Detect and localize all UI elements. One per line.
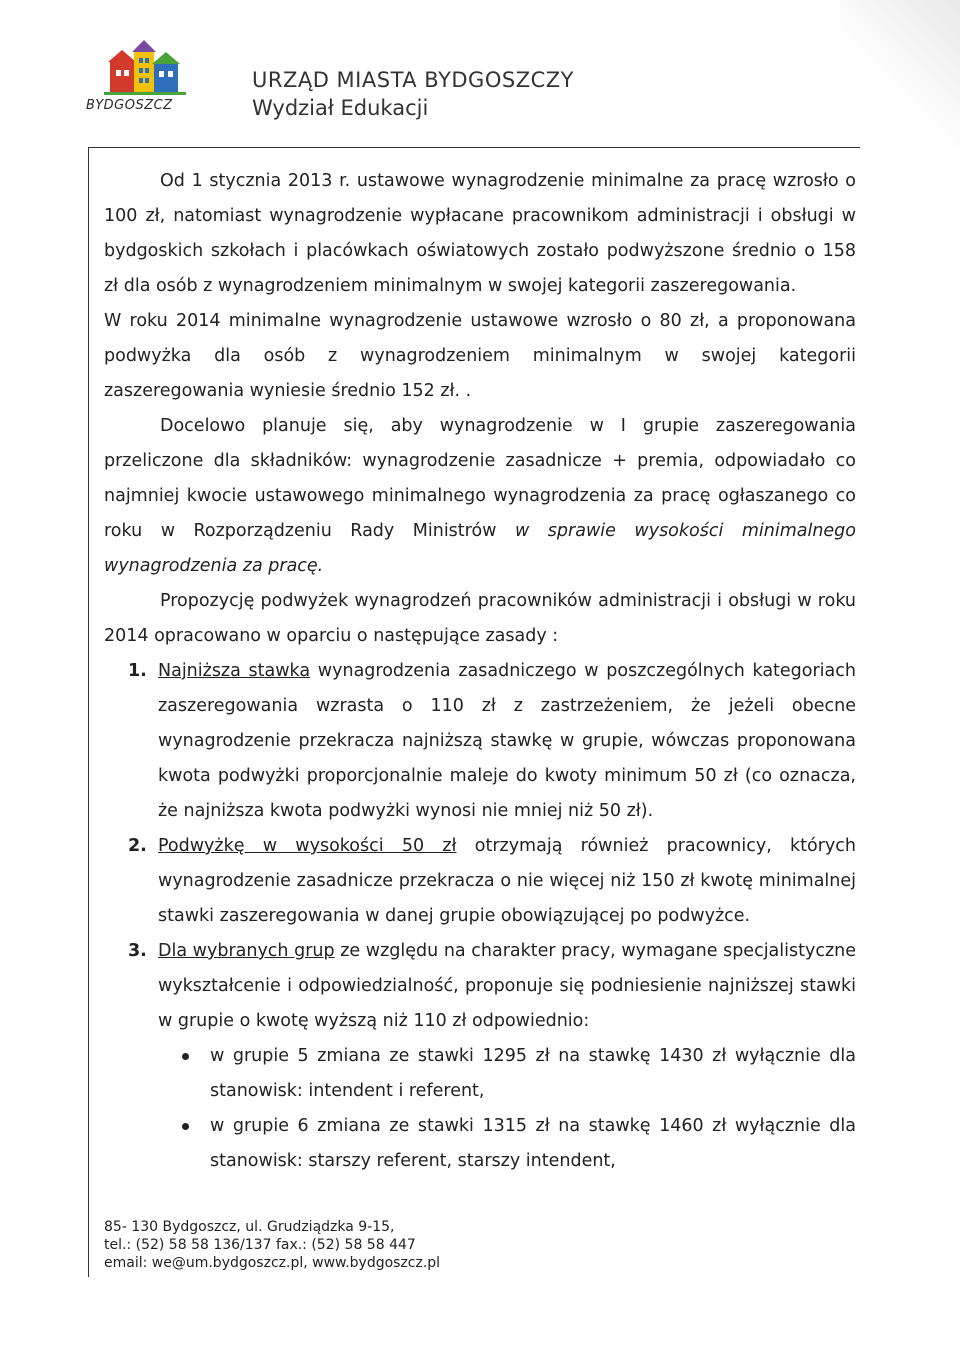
bullet-icon bbox=[182, 1053, 189, 1060]
bullet-icon bbox=[182, 1123, 189, 1130]
office-title: URZĄD MIASTA BYDGOSZCZY bbox=[252, 68, 574, 92]
regulation-title: w sprawie wysokości minimalnego wynagrodzenia za pracę. bbox=[104, 521, 856, 576]
letter-body bbox=[104, 164, 856, 1179]
rule-item-3 bbox=[104, 934, 856, 1179]
city-logo-houses-icon bbox=[86, 38, 210, 102]
rule-text: wynagrodzenia zasadniczego w poszczególnych kategoriach zaszeregowania wzrasta o 110 zł z zastrzeżeniem, że jeżeli obecne wynagrodzenie przekracza najniższą stawkę w grupie, wówczas proponowana kwota podwyżki proporcjonalnie maleje do kwoty minimum 50 zł (co oznacza, że najniższa kwota podwyżki wynosi nie mniej niż 50 zł). bbox=[158, 661, 856, 821]
rule-number: 1. bbox=[128, 661, 147, 681]
rule-text: otrzymają również pracownicy, których wynagrodzenie zasadnicze przekracza o nie więcej niż 150 zł kwotę minimalnej stawki zaszeregowania w danej grupie obowiązującej po podwyżce. bbox=[158, 836, 856, 926]
rule-number: 2. bbox=[128, 836, 147, 856]
header-divider bbox=[88, 147, 860, 148]
paragraph-2013-raise: Od 1 stycznia 2013 r. ustawowe wynagrodzenie minimalne za pracę wzrosło o 100 zł, natomiast wynagrodzenie wypłacane pracownikom administracji i obsługi w bydgoskich szkołach i placówkach oświatowych zostało podwyższone średnio o 158 zł dla osób z wynagrodzeniem minimalnym w swojej kategorii zaszeregowania. bbox=[104, 171, 856, 296]
left-margin-rule bbox=[88, 147, 89, 1277]
group-change-text: w grupie 6 zmiana ze stawki 1315 zł na stawkę 1460 zł wyłącznie dla stanowisk: starszy referent, starszy intendent, bbox=[210, 1116, 856, 1171]
rules-list bbox=[104, 654, 856, 1179]
group-change-text: w grupie 5 zmiana ze stawki 1295 zł na stawkę 1430 zł wyłącznie dla stanowisk: intendent i referent, bbox=[210, 1046, 856, 1101]
rule-number: 3. bbox=[128, 941, 147, 961]
logo-wordmark: BYDGOSZCZ bbox=[86, 98, 173, 113]
rule-text: ze względu na charakter pracy, wymagane specjalistyczne wykształcenie i odpowiedzialność, proponuje się podniesienie najniższej stawki w grupie o kwotę wyższą niż 110 zł odpowiednio: bbox=[158, 941, 857, 1031]
scan-corner-shadow bbox=[840, 0, 960, 150]
paragraph-target-plan-text: Docelowo planuje się, aby wynagrodzenie w I grupie zaszeregowania przeliczone dla składników: wynagrodzenie zasadnicze + premia, odpowiadało co najmniej kwocie ustawowego minimalnego wynagrodzenia za pracę ogłaszanego co roku w Rozporządzeniu Rady Ministrów bbox=[104, 416, 856, 541]
department-subtitle: Wydział Edukacji bbox=[252, 96, 429, 120]
rule-heading: Podwyżkę w wysokości 50 zł bbox=[158, 836, 457, 856]
footer-email: email: we@um.bydgoszcz.pl, www.bydgoszcz.pl bbox=[104, 1255, 441, 1271]
footer-phone: tel.: (52) 58 58 136/137 fax.: (52) 58 58 447 bbox=[104, 1237, 416, 1253]
paragraph-target-plan bbox=[104, 409, 856, 584]
paragraph-proposal-intro: Propozycję podwyżek wynagrodzeń pracowników administracji i obsługi w roku 2014 opracowano w oparciu o następujące zasady : bbox=[104, 591, 856, 646]
rule-heading: Dla wybranych grup bbox=[158, 941, 335, 961]
rule-item-1 bbox=[104, 654, 856, 829]
group-changes-list bbox=[158, 1039, 856, 1179]
city-logo bbox=[86, 38, 210, 124]
group-change-item bbox=[158, 1109, 856, 1179]
footer-address: 85- 130 Bydgoszcz, ul. Grudziądzka 9-15, bbox=[104, 1219, 395, 1235]
paragraph-2014-raise: W roku 2014 minimalne wynagrodzenie ustawowe wzrosło o 80 zł, a proponowana podwyżka dla osób z wynagrodzeniem minimalnym w swojej kategorii zaszeregowania wyniesie średnio 152 zł. . bbox=[104, 311, 856, 401]
group-change-item bbox=[158, 1039, 856, 1109]
rule-heading: Najniższa stawka bbox=[158, 661, 311, 681]
footer-contact bbox=[104, 1218, 440, 1272]
rule-item-2 bbox=[104, 829, 856, 934]
